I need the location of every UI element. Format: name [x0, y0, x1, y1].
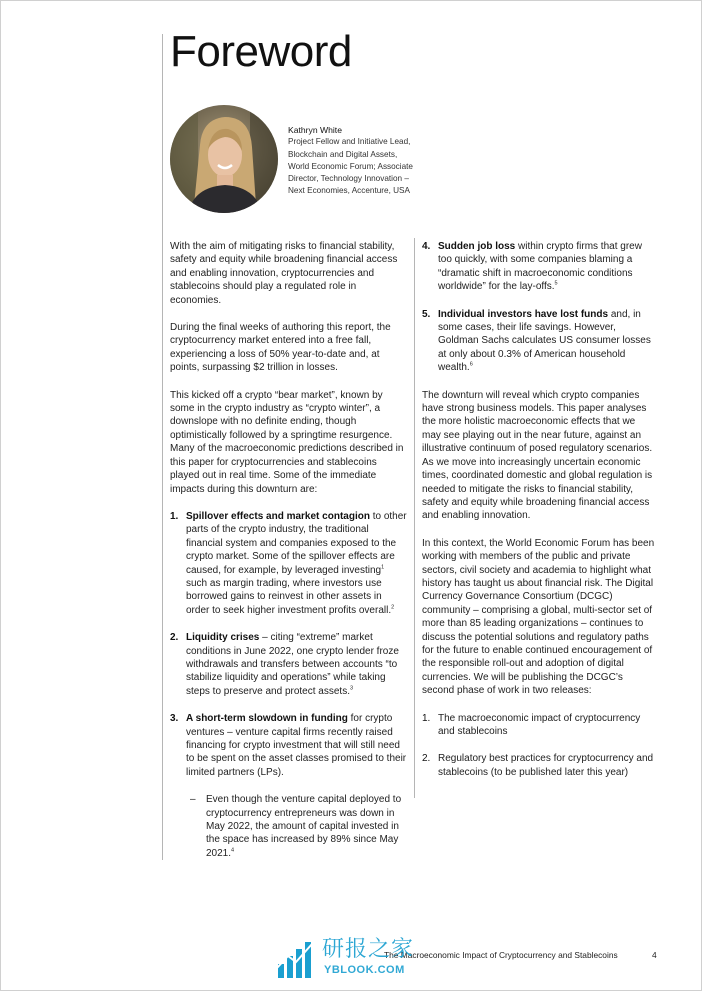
item-heading: Spillover effects and market contagion — [186, 510, 370, 522]
watermark-bars-icon — [276, 940, 316, 980]
footnote-ref: 3 — [349, 685, 354, 692]
impact-item-5 — [422, 308, 655, 375]
item-number: 1. — [422, 712, 431, 724]
item-text: – citing “extreme” market conditions in June 2022, one crypto lender froze withdrawals and transfers between accounts “to stabilize liquidity and operations” while taking steps to preserve and protect assets. — [186, 632, 399, 697]
release-item-2 — [422, 752, 655, 779]
watermark-url: YBLOOK.COM — [324, 964, 405, 976]
page-title: Foreword — [170, 27, 352, 76]
item-number: 2. — [422, 753, 431, 765]
right-column — [422, 240, 655, 793]
author-title-line: Project Fellow and Initiative Lead, — [288, 137, 411, 147]
sub-item — [170, 793, 407, 860]
downturn-paragraph: The downturn will reveal which crypto companies have strong business models. This paper analyses the more holistic macroeconomic effects that we may see playing out in the near future, against an illustrative continuum of posed regulatory scenarios. As we move into increasingly uncertain economic times, coordinated domestic and global regulation is needed to mitigate the risks to financial stability, safety and equity while broadening financial access and enabling innovation. — [422, 389, 653, 522]
author-name: Kathryn White — [288, 125, 342, 135]
release-text: The macroeconomic impact of cryptocurrency and stablecoins — [438, 712, 641, 737]
footnote-ref: 2 — [391, 604, 395, 611]
item-number: 3. — [170, 713, 179, 725]
impact-item-2 — [170, 631, 407, 698]
footnote-ref: 4 — [231, 847, 235, 854]
item-text: to other parts of the crypto industry, the traditional financial system and companies exposed to the crypto market. Some of the spillover effects are caused, for example, by leveraged investing — [186, 510, 407, 576]
footnote-ref: 6 — [469, 361, 473, 368]
market-paragraph: During the final weeks of authoring this report, the cryptocurrency market entered into a free fall, experiencing a loss of 50% year-to-date and, at points, surpassing $2 trillion in losses. — [170, 322, 391, 374]
left-column — [170, 240, 407, 874]
item-heading: Sudden job loss — [438, 241, 516, 252]
author-title-line: Next Economies, Accenture, USA — [288, 186, 410, 196]
author-portrait — [170, 105, 278, 213]
author-title-line: Director, Technology Innovation – — [288, 174, 409, 184]
item-heading: Liquidity crises — [186, 632, 260, 644]
intro-paragraph: With the aim of mitigating risks to financial stability, safety and equity while broadening financial access and enabling innovation, cryptocurrencies and stablecoins should play a regulated role in economies. — [170, 241, 398, 306]
dash-bullet: – — [190, 794, 196, 806]
footnote-ref: 1 — [381, 564, 385, 571]
item-text: within crypto firms that grew too quickly, with some companies blaming a “dramatic shift in macroeconomic conditions worldwide” for the lay-offs. — [438, 241, 642, 293]
release-text: Regulatory best practices for cryptocurrency and stablecoins (to be published later this year) — [438, 753, 654, 778]
author-block — [288, 124, 428, 198]
author-title-line: Blockchain and Digital Assets, — [288, 149, 398, 159]
item-number: 5. — [422, 308, 431, 320]
item-text: such as margin trading, where investors use borrowed gains to reinvest in other assets in order to seek higher investment profits overall. — [186, 577, 392, 616]
item-number: 2. — [170, 632, 179, 644]
column-divider-rule — [414, 238, 415, 798]
item-number: 1. — [170, 510, 179, 522]
item-heading: Individual investors have lost funds — [438, 308, 609, 320]
item-number: 4. — [422, 241, 431, 252]
impact-item-1 — [170, 510, 407, 617]
release-item-1 — [422, 712, 655, 739]
left-vertical-rule — [162, 34, 163, 860]
author-title-line: World Economic Forum; Associate — [288, 161, 413, 171]
impact-item-4 — [422, 240, 655, 294]
page-number: 4 — [652, 950, 657, 960]
item-text: and, in some cases, their life savings. However, Goldman Sachs calculates US consumer losses at only about 0.3% of American household wealth. — [438, 308, 651, 374]
bear-market-paragraph: This kicked off a crypto “bear market”, known by some in the crypto industry as “crypto winter”, a downslope with no definite ending, though optimistically followed by a springtime resurgence. Many of the macroeconomic predictions described in this paper for cryptocurrencies and stablecoins played out in real time. Some of the immediate impacts during this downturn are: — [170, 389, 404, 495]
forum-context-paragraph: In this context, the World Economic Forum has been working with members of the public and private sectors, civil society and academia to highlight what history has taught us about financial risk. The Digital Currency Governance Consortium (DCGC) community – comprising a global, multi-sector set of more than 85 leading organizations – continues to discuss the potential solutions and regulatory paths for the future to enable continued encouragement of the responsible roll-out and adoption of digital currencies. We will be publishing the DCGC’s second phase of work in two releases: — [422, 537, 655, 697]
sub-item-text: Even though the venture capital deployed to cryptocurrency entrepreneurs was down in May 2022, the amount of capital invested in the space has increased by 89% since May 2021. — [206, 794, 402, 859]
item-text: for crypto ventures – venture capital firms recently raised financing for crypto investment that will still need to be spent on the asset classes promised to their limited partners (LPs). — [186, 713, 407, 778]
item-heading: A short-term slowdown in funding — [186, 713, 348, 725]
footer-report-title: The Macroeconomic Impact of Cryptocurrency and Stablecoins — [384, 950, 618, 960]
footnote-ref: 5 — [554, 280, 558, 287]
impact-item-3 — [170, 712, 407, 779]
watermark-chinese-text: 研报之家 — [322, 937, 415, 962]
